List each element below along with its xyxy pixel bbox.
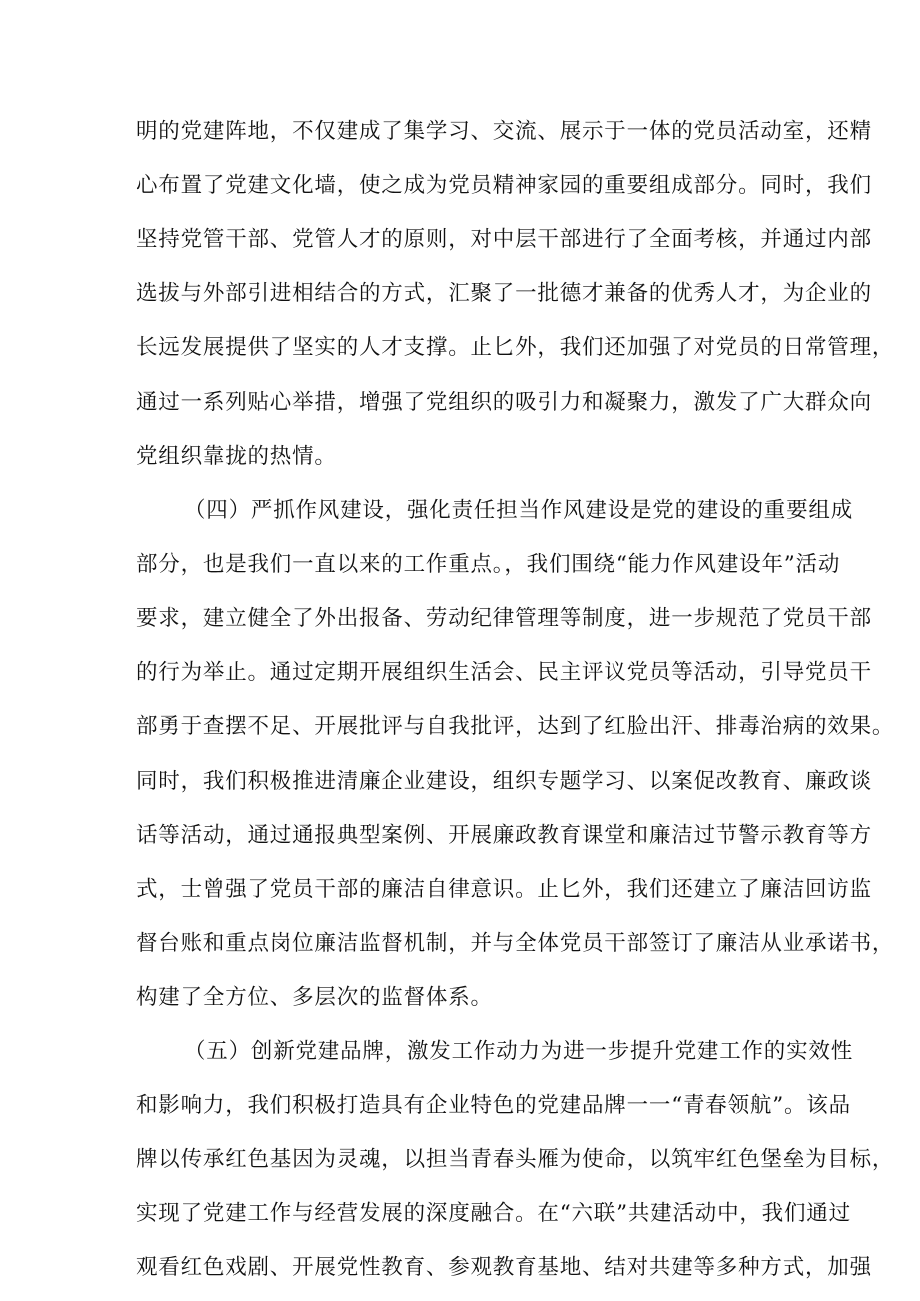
text-line: 心布置了党建文化墙，使之成为党员精神家园的重要组成部分。同时，我们	[136, 173, 872, 198]
text-line: 部分，也是我们一直以来的工作重点。，我们围绕“能力作风建设年”活动	[136, 552, 841, 577]
text-line: 和影响力，我们积极打造具有企业特色的党建品牌一一“青春领航”。该品	[136, 1093, 851, 1118]
text-line: 选拔与外部引进相结合的方式，汇聚了一批德才兼备的优秀人才，为企业的	[136, 281, 872, 306]
text-line: 明的党建阵地，不仅建成了集学习、交流、展示于一体的党员活动室，还精	[136, 119, 872, 144]
text-line: 式，士曾强了党员干部的廉洁自律意识。止匕外，我们还建立了廉洁回访监	[136, 877, 872, 902]
text-line: 督台账和重点岗位廉洁监督机制，并与全体党员干部签订了廉洁从业承诺书，	[136, 931, 895, 956]
section-heading-line: （五）创新党建品牌，激发工作动力为进一步提升党建工作的实效性	[184, 1039, 854, 1064]
text-line: 党组织靠拢的热情。	[136, 444, 337, 469]
text-line: 长远发展提供了坚实的人才支撑。止匕外，我们还加强了对党员的日常管理，	[136, 335, 895, 360]
text-line: 观看红色戏剧、开展党性教育、参观教育基地、结对共建等多种方式，加强	[136, 1255, 872, 1280]
text-line: 实现了党建工作与经营发展的深度融合。在“六联”共建活动中，我们通过	[136, 1201, 851, 1226]
text-line: 构建了全方位、多层次的监督体系。	[136, 985, 493, 1010]
text-line: 通过一系列贴心举措，增强了党组织的吸引力和凝聚力，激发了广大群众向	[136, 390, 872, 415]
text-line: 话等活动，通过通报典型案例、开展廉政教育课堂和廉洁过节警示教育等方	[136, 823, 872, 848]
section-heading-line: （四）严抓作风建设，强化责任担当作风建设是党的建设的重要组成	[184, 498, 854, 523]
text-line: 同时，我们积极推进清廉企业建设，组织专题学习、以案促改教育、廉政谈	[136, 769, 872, 794]
text-line: 的行为举止。通过定期开展组织生活会、民主评议党员等活动，引导党员干	[136, 660, 872, 685]
text-line: 部勇于查摆不足、开展批评与自我批评，达到了红脸出汗、排毒治病的效果。	[136, 714, 895, 739]
text-line: 坚持党管干部、党管人才的原则，对中层干部进行了全面考核，并通过内部	[136, 227, 872, 252]
text-line: 要求，建立健全了外出报备、劳动纪律管理等制度，进一步规范了党员干部	[136, 606, 872, 631]
text-line: 牌以传承红色基因为灵魂，以担当青春头雁为使命，以筑牢红色堡垒为目标，	[136, 1147, 895, 1172]
